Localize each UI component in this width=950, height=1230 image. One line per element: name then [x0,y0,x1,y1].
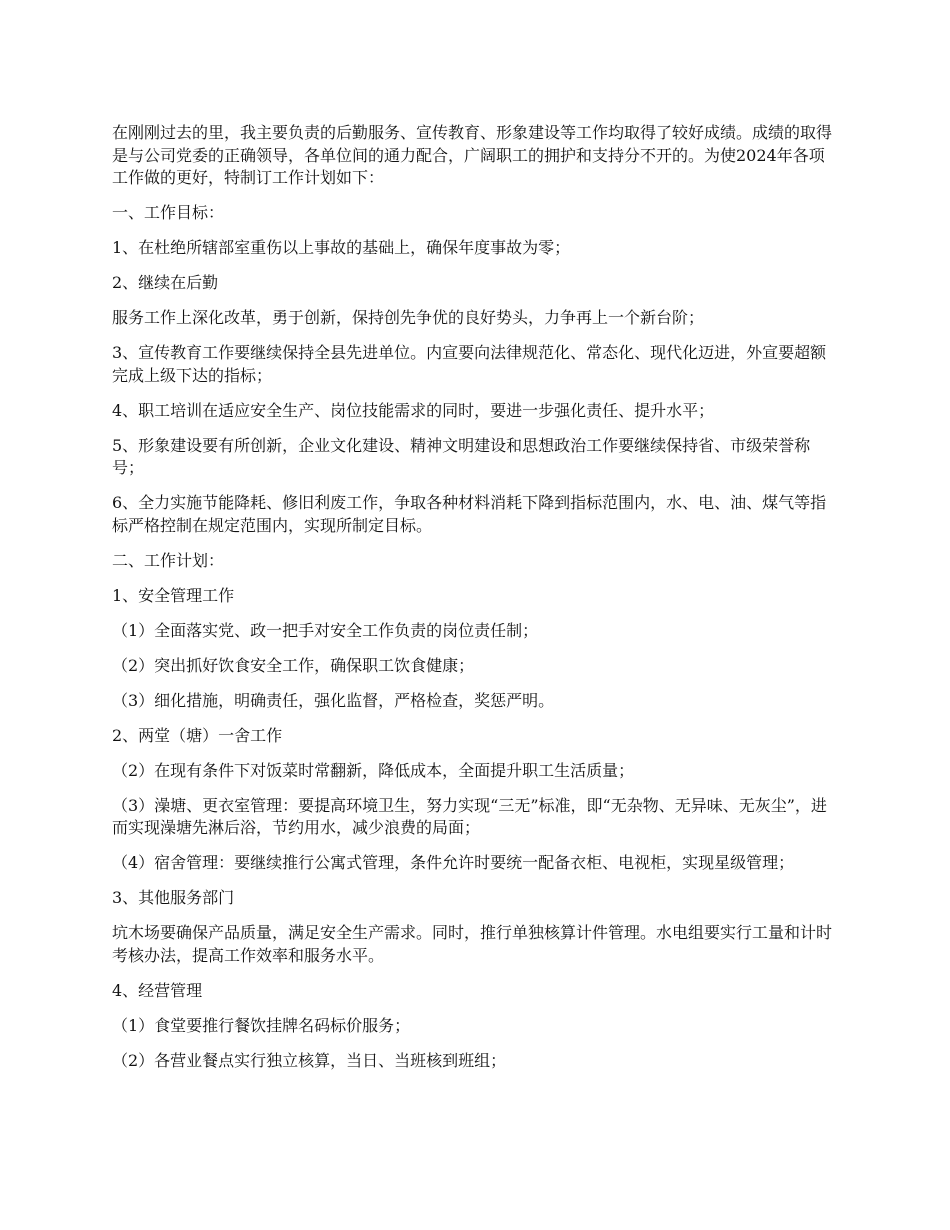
halls-subitem-4: （4）宿舍管理：要继续推行公寓式管理，条件允许时要统一配备衣柜、电视柜，实现星级管理； [112,853,795,872]
operations-subitem-2: （2）各营业餐点实行独立核算，当日、当班核到班组； [112,1050,507,1070]
plan-item-other-services: 3、其他服务部门 [112,888,235,907]
document-body [112,122,838,1085]
other-services-paragraph: 坑木场要确保产品质量，满足安全生产需求。同时，推行单独核算计件管理。水电组要实行工量和计时考核办法，提高工作效率和服务水平。 [112,923,833,965]
operations-subitem-1: （1）食堂要推行餐饮挂牌名码标价服务； [112,1015,411,1035]
goal-item-6: 6、全力实施节能降耗、修旧利废工作，争取各种材料消耗下降到指标范围内，水、电、油、煤气等指标严格控制在规定范围内，实现所制定目标。 [112,493,827,535]
goal-item-3: 3、宣传教育工作要继续保持全县先进单位。内宣要向法律规范化、常态化、现代化迈进，外宣要超额完成上级下达的指标； [112,343,827,385]
plan-item-safety: 1、安全管理工作 [112,585,235,605]
halls-subitem-3: （3）澡塘、更衣室管理：要提高环境卫生，努力实现“三无”标准，即“无杂物、无异味、无灰尘”，进而实现澡塘先淋后浴，节约用水，减少浪费的局面； [112,795,827,837]
goal-item-1: 1、在杜绝所辖部室重伤以上事故的基础上，确保年度事故为零； [112,238,571,257]
goal-item-4: 4、职工培训在适应安全生产、岗位技能需求的同时，要进一步强化责任、提升水平； [112,400,715,420]
goal-item-2-continued: 服务工作上深化改革，勇于创新，保持创先争优的良好势头，力争再上一个新台阶； [112,308,705,327]
plan-item-halls: 2、两堂（塘）一舍工作 [112,725,283,745]
goal-item-5: 5、形象建设要有所创新，企业文化建设、精神文明建设和思想政治工作要继续保持省、市级荣誉称号； [112,435,811,477]
halls-subitem-2: （2）在现有条件下对饭菜时常翻新，降低成本，全面提升职工生活质量； [112,760,635,780]
safety-subitem-3: （3）细化措施，明确责任，强化监督，严格检查，奖惩严明。 [112,690,555,710]
intro-paragraph: 在刚刚过去的里，我主要负责的后勤服务、宣传教育、形象建设等工作均取得了较好成绩。成绩的取得是与公司党委的正确领导，各单位间的通力配合，广阔职工的拥护和支持分不开的。为使2024年各项工作做的更好，特制订工作计划如下： [112,123,833,187]
section-heading-goals: 一、工作目标： [112,203,225,222]
plan-item-operations: 4、经营管理 [112,980,203,1000]
section-heading-plan: 二、工作计划： [112,550,225,570]
safety-subitem-1: （1）全面落实党、政一把手对安全工作负责的岗位责任制； [112,620,539,640]
safety-subitem-2: （2）突出抓好饮食安全工作，确保职工饮食健康； [112,655,475,675]
goal-item-2: 2、继续在后勤 [112,273,219,292]
